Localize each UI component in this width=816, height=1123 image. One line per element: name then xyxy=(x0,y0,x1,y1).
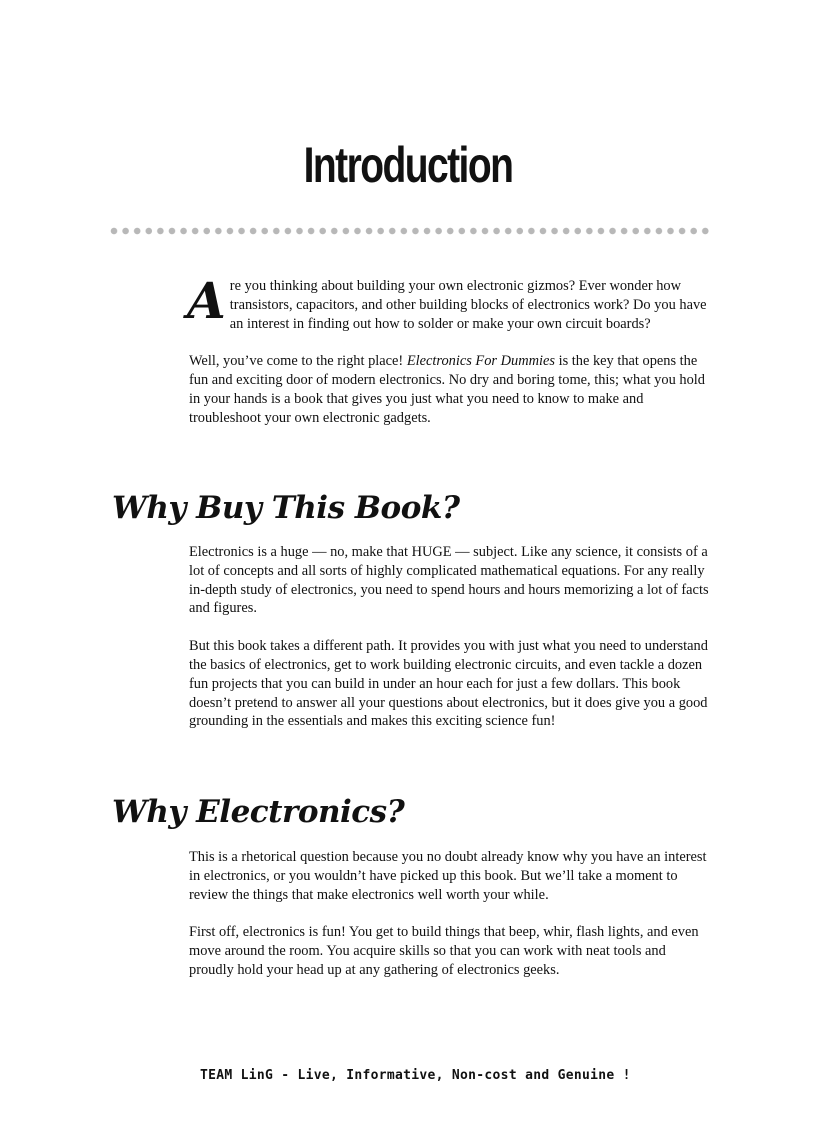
intro-section xyxy=(187,271,709,428)
section-heading-why-electronics: Why Electronics? xyxy=(112,794,405,830)
book-title-italic: Electronics For Dummies xyxy=(406,353,555,370)
why-electronics-section xyxy=(189,848,709,980)
intro-paragraph-2: Well, you’ve come to the right place! Electronics For Dummies is the key that opens the fun and exciting door of modern electronics. No dry and boring tome, this; what you hold in your hands is a book that gives you just what you need to know to make and troubleshoot your own electronic gadgets. xyxy=(189,353,705,426)
why-buy-paragraph-1: Electronics is a huge — no, make that HUGE — subject. Like any science, it consists of a lot of concepts and all sorts of highly complicated mathematical equations. For any really in-depth study of electronics, you need to spend hours and hours memorizing a lot of facts and figures. xyxy=(189,544,709,617)
why-electronics-paragraph-2: First off, electronics is fun! You get to build things that beep, whir, flash lights, and even move around the room. You acquire skills so that you can work with neat tools and proudly hold your head up at any gathering of electronics geeks. xyxy=(189,924,699,978)
intro-paragraph-1-text: re you thinking about building your own electronic gizmos? Ever wonder how transistors, capacitors, and other building blocks of electronics work? Do you have an interest in finding out how to solder or make your own circuit boards? xyxy=(229,278,707,332)
why-buy-paragraph-2: But this book takes a different path. It provides you with just what you need to understand the basics of electronics, get to work building electronic circuits, and even tackle a dozen fun projects that you can build in under an hour each for just a few dollars. This book doesn’t pretend to answer all your questions about electronics, but it does give you a good grounding in the essentials and makes this exciting science fun! xyxy=(189,638,708,730)
drop-cap: A xyxy=(187,271,226,330)
why-electronics-paragraph-1: This is a rhetorical question because you no doubt already know why you have an interest in electronics, or you wouldn’t have picked up this book. But we’ll take a moment to review the things that make electronics well worth your while. xyxy=(189,849,707,903)
chapter-title: Introduction xyxy=(303,137,513,193)
intro-paragraph-1 xyxy=(187,271,709,333)
dotted-divider xyxy=(110,227,710,237)
why-buy-section xyxy=(189,543,709,731)
footer-watermark: TEAM LinG - Live, Informative, Non-cost and Genuine ! xyxy=(200,1068,631,1083)
section-heading-why-buy: Why Buy This Book? xyxy=(112,490,460,526)
